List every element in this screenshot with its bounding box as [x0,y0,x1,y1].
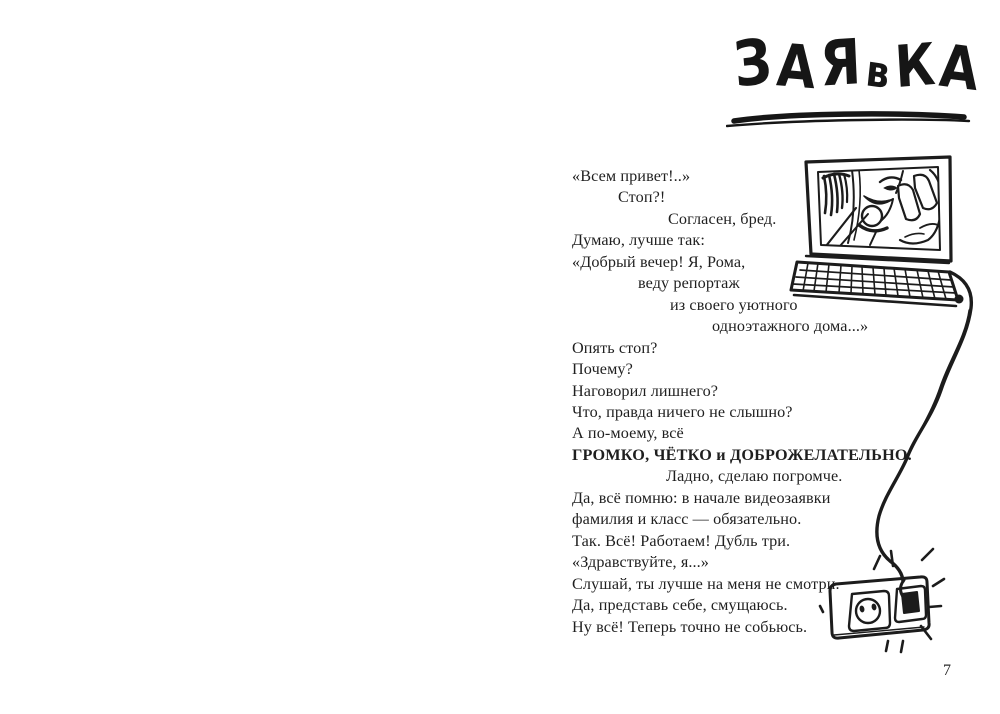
title-letter: А [774,30,818,103]
poem-line: Да, представь себе, смущаюсь. [572,596,788,615]
poem-line: Почему? [572,360,633,379]
page-number: 7 [943,662,951,679]
poem-line: одноэтажного дома...» [712,317,869,336]
poem-line: Опять стоп? [572,338,658,357]
poem-line: Да, всё помню: в начале видеозаявки [572,488,831,507]
poem-line: Ну всё! Теперь точно не собьюсь. [572,617,808,636]
poem-text [572,166,932,638]
poem-line: из своего уютного [670,295,798,314]
title-letter: А [936,31,982,105]
poem-line: «Здравствуйте, я...» [572,553,710,572]
poem-line: Думаю, лучше так: [572,231,705,250]
poem-line: Так. Всё! Работаем! Дубль три. [572,531,791,550]
poem-line: фамилия и класс — обязательно. [572,510,802,529]
title-underline-stroke [726,108,972,132]
poem-line-emphasis: ГРОМКО, ЧЁТКО и ДОБРОЖЕЛАТЕЛЬНО. [572,445,912,464]
poem-line: Стоп?! [618,188,666,207]
poem-line: Что, правда ничего не слышно? [572,402,793,421]
poem-line: Ладно, сделаю погромче. [666,467,843,486]
title-letter: Я [818,26,863,101]
poem-line: А по-моему, всё [572,424,684,443]
poem-line: веду репортаж [638,274,740,293]
title-letter: З [730,25,775,102]
title-letter: К [892,30,937,102]
poem-line: Наговорил лишнего? [572,381,719,400]
poem-line: Согласен, бред. [668,209,777,228]
poem-line: «Добрый вечер! Я, Рома, [572,252,746,271]
poem-line: «Всем привет!..» [572,167,691,185]
chapter-title-letters [730,25,982,105]
poem-line: Слушай, ты лучше на меня не смотри. [572,574,840,593]
chapter-title [730,25,982,128]
title-letter: в [863,45,893,99]
